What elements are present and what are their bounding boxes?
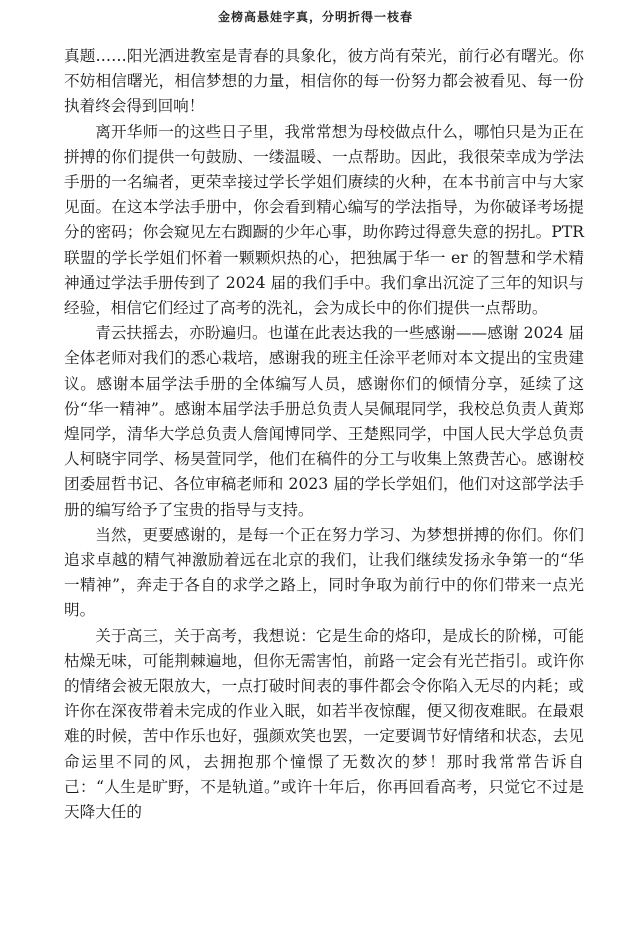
- page-header: 金榜高悬娃字真，分明折得一枝春: [217, 10, 413, 24]
- paragraph-1: 真题……阳光洒进教室是青春的具象化，彼方尚有荣光，前行必有曙光。你不妨相信曙光，相信梦想的力量，相信你的每一份努力都会被看见、每一份执着终会得到回响！: [64, 47, 584, 116]
- paragraph-3: 青云扶摇去，亦盼遍归。也谨在此表达我的一些感谢——感谢 2024 届全体老师对我们的悉心栽培，感谢我的班主任涂平老师对本文提出的宝贵建议。感谢本届学法手册的全体编写人员，感谢你们的倾情分享，延续了这份“华一精神”。感谢本届学法手册总负责人吴佩琨同学，我校总负责人黄郑煌同学，清华大学总负责人詹闻博同学、王楚熙同学，中国人民大学总负责人柯晓宇同学、杨昊萱同学，他们在稿件的分工与收集上煞费苦心。感谢校团委屈哲书记、各位审稿老师和 2023 届的学长学姐们，他们对这部学法手册的编写给予了宝贵的指导与支持。: [64, 324, 584, 519]
- body-text: [64, 44, 584, 825]
- paragraph-4: 当然，更要感谢的，是每一个正在努力学习、为梦想拼搏的你们。你们追求卓越的精气神激励着远在北京的我们，让我们继续发扬永争第一的“华一精神”，奔走于各自的求学之路上，同时争取为前行中的你们带来一点光明。: [64, 525, 584, 620]
- paragraph-2: 离开华师一的这些日子里，我常常想为母校做点什么，哪怕只是为正在拼搏的你们提供一句鼓励、一缕温暖、一点帮助。因此，我很荣幸成为学法手册的一名编者，更荣幸接过学长学姐们赓续的火种，在本书前言中与大家见面。在这本学法手册中，你会看到精心编写的学法指导，为你破译考场提分的密码；你会窥见左右踟蹰的少年心事，助你跨过得意失意的拐扎。PTR 联盟的学长学姐们怀着一颗颗炽热的心，把独属于华一 er 的智慧和学术精神通过学法手册传到了 2024 届的我们手中。我们拿出沉淀了三年的知识与经验，相信它们经过了高考的洗礼，会为成长中的你们提供一点帮助。: [64, 122, 584, 318]
- paragraph-5: 关于高三，关于高考，我想说：它是生命的烙印，是成长的阶梯，可能枯燥无味，可能荆棘遍地，但你无需害怕，前路一定会有光芒指引。或许你的情绪会被无限放大，一点打破时间表的事件都会令你陷入无尽的内耗；或许你在深夜带着未完成的作业入眠，如若半夜惊醒，便又彻夜难眠。在最艰难的时候，苦中作乐也好，强颜欢笑也罢，一定要调节好情绪和状态，去见命运里不同的风，去拥抱那个憧憬了无数次的梦！那时我常常告诉自己：“人生是旷野，不是轨道。”或许十年后，你再回看高考，只觉它不过是天降大任的: [64, 626, 584, 822]
